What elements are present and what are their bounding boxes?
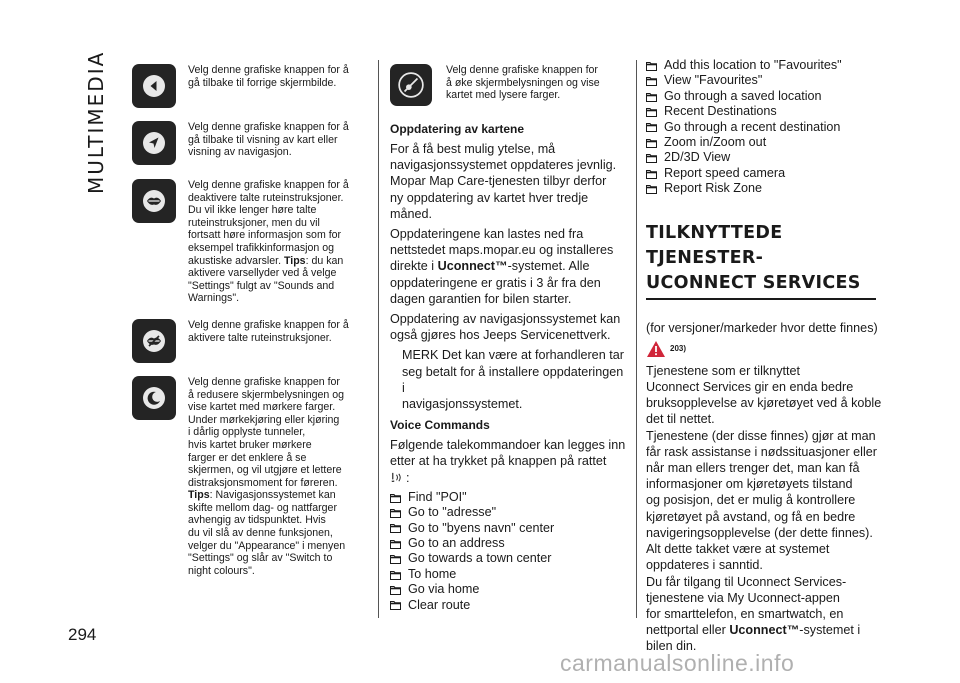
icon-description: Velg denne grafiske knappen for å øke skjermbelysningen og vise kartet med lysere farger. <box>446 64 600 102</box>
command-item <box>390 598 628 613</box>
folder-icon <box>390 493 401 503</box>
column-divider <box>378 60 379 618</box>
note-paragraph: MERK Det kan være at forhandleren tar seg betalt for å installere oppdateringen i navigasjonssystemet. <box>402 348 624 412</box>
command-item <box>390 567 628 582</box>
availability-note: (for versjoner/markeder hvor dette finnes) <box>646 320 878 335</box>
icon-description-row <box>132 64 372 108</box>
command-item <box>646 120 882 135</box>
command-label: Go to an address <box>408 536 505 551</box>
paragraph: Oppdatering av navigasjonssystemet kan også gjøres hos Jeeps Servicenettverk. <box>390 312 621 343</box>
command-item <box>390 551 628 566</box>
command-label: Recent Destinations <box>664 104 777 119</box>
folder-icon <box>646 184 657 194</box>
icon-description: Velg denne grafiske knappen for å redusere skjermbelysningen og vise kartet med mørkere farger. Under mørkekjøring eller kjøring i dårlig opplyste tunneler, hvis kartet bruker mørkere farger er det enklere å se skjermen, og vil utgjøre et lettere distraksjonsmoment for føreren. Tips: Navigasjonssystemet kan skifte mellom dag- og nattfarger avhengig av tidspunktet. Hvis du vil slå av denne funksjonen, velger du "Appearance" i menyen "Settings" og slår av "Switch to night colours". <box>188 375 346 577</box>
icon-description: Velg denne grafiske knappen for å deaktivere talte ruteinstruksjoner. Du vil ikke lenger høre talte ruteinstruksjoner, men du vil fortsatt høre informasjon som for eksempel trafikkinformasjon og akustiske advarsler. Tips: du kan aktivere varsellyder ved å velge "Settings" fulgt av "Sounds and Warnings". <box>188 179 349 305</box>
icon-description: Velg denne grafiske knappen for å gå tilbake til visning av kart eller visning av navigasjon. <box>188 121 349 159</box>
warning-reference: 203) <box>646 340 882 358</box>
paragraph: For å få best mulig ytelse, må navigasjonssystemet oppdateres jevnlig. Mopar Map Care-tjenesten tilbyr derfor ny oppdatering av kartet hver tredje måned. <box>390 142 617 221</box>
command-label: Report speed camera <box>664 165 786 180</box>
command-label: Zoom in/Zoom out <box>664 135 767 150</box>
watermark: carmanualsonline.info <box>560 650 795 676</box>
folder-icon <box>390 585 401 595</box>
folder-icon <box>646 169 657 179</box>
voice-intro: Følgende talekommandoer kan legges inn etter at ha trykket på knappen på rattet <box>390 438 626 469</box>
command-label: Find "POI" <box>408 489 467 504</box>
command-item <box>646 135 882 150</box>
command-item <box>646 89 882 104</box>
folder-icon <box>646 153 657 163</box>
voice-icon-line: : <box>390 470 628 486</box>
back-arrow-icon <box>132 64 176 108</box>
uconnect-services-heading: TILKNYTTEDE TJENESTER- UCONNECT SERVICES <box>646 221 876 300</box>
column-uconnect-services <box>646 58 882 659</box>
command-item <box>646 166 882 181</box>
folder-icon <box>646 122 657 132</box>
icon-description-row <box>132 376 372 578</box>
command-label: Go to "adresse" <box>408 505 497 520</box>
navigation-arrow-icon <box>132 121 176 165</box>
voice-commands-heading: Voice Commands <box>390 418 490 433</box>
command-item <box>390 521 628 536</box>
command-item <box>390 582 628 597</box>
command-label: Go via home <box>408 582 480 597</box>
command-label: Go to "byens navn" center <box>408 520 555 535</box>
folder-icon <box>646 107 657 117</box>
lips-mute-icon <box>132 179 176 223</box>
moon-icon <box>132 376 176 420</box>
command-item <box>646 58 882 73</box>
column-divider <box>636 60 637 618</box>
section-title: MULTIMEDIA <box>84 50 108 194</box>
voice-command-list <box>390 490 628 613</box>
command-label: Clear route <box>408 597 471 612</box>
command-item <box>390 536 628 551</box>
voice-command-icon <box>390 471 403 484</box>
folder-icon <box>390 539 401 549</box>
command-item <box>646 73 882 88</box>
command-label: Go through a recent destination <box>664 119 841 134</box>
command-label: Report Risk Zone <box>664 181 762 196</box>
folder-icon <box>390 508 401 518</box>
folder-icon <box>646 61 657 71</box>
page-number: 294 <box>68 625 97 644</box>
brightness-icon <box>390 64 432 106</box>
paragraph: Oppdateringene kan lastes ned fra nettstedet maps.mopar.eu og installeres direkte i Uconnect™-systemet. Alle oppdateringene er gratis i 3 år fra den dagen garantien for bilen starter. <box>390 227 614 306</box>
command-item <box>390 490 628 505</box>
command-label: To home <box>408 566 457 581</box>
command-item <box>390 505 628 520</box>
command-label: Go through a saved location <box>664 88 822 103</box>
command-item <box>646 104 882 119</box>
folder-icon <box>390 554 401 564</box>
folder-icon <box>390 600 401 610</box>
icon-description: Velg denne grafiske knappen for å aktivere talte ruteinstruksjoner. <box>188 318 349 344</box>
map-update-heading: Oppdatering av kartene <box>390 122 525 136</box>
icon-description-row <box>132 319 372 363</box>
folder-icon <box>646 76 657 86</box>
icon-description-row <box>132 121 372 165</box>
icon-description-row <box>390 64 628 106</box>
paragraph: Tjenestene som er tilknyttet Uconnect Services gir en enda bedre bruksopplevelse av kjøretøyet ved å koble det til nettet. Tjenestene (der disse finnes) gjør at man får rask assistanse i nødssituasjoner eller når man ellers trenger det, man kan få informasjoner om kjøretøyets tilstand og posisjon, det er mulig å kontrollere kjøretøyet på avstand, og få en bedre navigeringsopplevelse (der dette finnes). Alt dette takket være at systemet oppdateres i sanntid. Du får tilgang til Uconnect Services- tjenestene via My Uconnect-appen for smarttelefon, en smartwatch, en nettportal eller Uconnect™-systemet i bilen din. <box>646 363 882 654</box>
icon-description: Velg denne grafiske knappen for å gå tilbake til forrige skjermbilde. <box>188 64 349 89</box>
warning-triangle-icon <box>646 340 666 358</box>
command-label: View "Favourites" <box>664 73 763 88</box>
column-map-updates <box>390 64 628 613</box>
command-label: Add this location to "Favourites" <box>664 58 842 72</box>
folder-icon <box>390 570 401 580</box>
lips-unmute-icon <box>132 319 176 363</box>
voice-command-list <box>646 58 882 197</box>
icon-description-row <box>132 179 372 305</box>
folder-icon <box>390 523 401 533</box>
command-item <box>646 150 882 165</box>
folder-icon <box>646 138 657 148</box>
command-label: Go towards a town center <box>408 551 552 566</box>
column-icon-descriptions <box>132 64 372 577</box>
command-label: 2D/3D View <box>664 150 731 165</box>
folder-icon <box>646 92 657 102</box>
command-item <box>646 181 882 196</box>
